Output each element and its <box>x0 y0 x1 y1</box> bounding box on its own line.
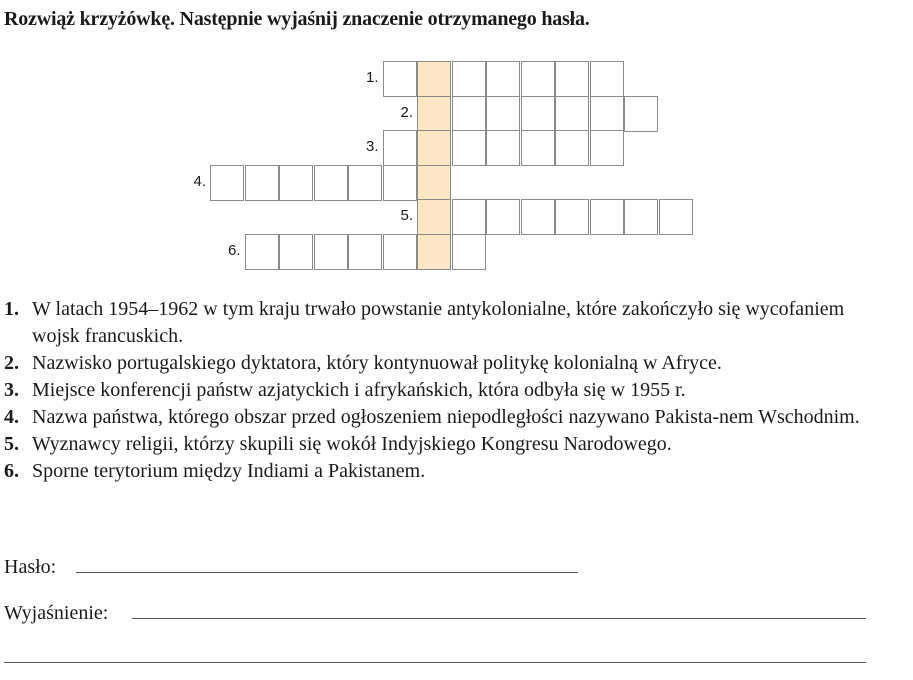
clue-text: Wyznawcy religii, którzy skupili się wokół Indyjskiego Kongresu Narodowego. <box>32 433 672 455</box>
clue-item <box>4 377 884 404</box>
clue-number: 2. <box>4 352 19 374</box>
crossword-cell[interactable] <box>486 61 520 97</box>
clue-list <box>4 296 884 485</box>
page-title: Rozwiąż krzyżówkę. Następnie wyjaśnij znaczenie otrzymanego hasła. <box>4 8 590 30</box>
crossword-cell[interactable] <box>590 96 624 132</box>
clue-item <box>4 458 884 485</box>
crossword-cell[interactable] <box>452 234 486 270</box>
clue-number: 6. <box>4 460 19 482</box>
crossword-cell[interactable] <box>555 130 589 166</box>
clue-text: Miejsce konferencji państw azjatyckich i afrykańskich, która odbyła się w 1955 r. <box>32 379 686 401</box>
crossword-row-number: 4. <box>193 172 206 190</box>
crossword-password-cell[interactable] <box>417 199 451 235</box>
clue-text: W latach 1954–1962 w tym kraju trwało powstanie antykolonialne, które zakończyło się wycofaniem wojsk francuskich. <box>32 298 845 347</box>
crossword-cell[interactable] <box>659 199 693 235</box>
crossword-cell[interactable] <box>590 61 624 97</box>
crossword-cell[interactable] <box>624 199 658 235</box>
crossword-row-number: 3. <box>365 138 379 156</box>
clue-number: 5. <box>4 433 19 455</box>
clue-item <box>4 431 884 458</box>
crossword-cell[interactable] <box>452 199 486 235</box>
crossword-cell[interactable] <box>245 234 279 270</box>
clue-number: 1. <box>4 298 19 320</box>
crossword-cell[interactable] <box>314 165 348 201</box>
crossword-cell[interactable] <box>348 234 382 270</box>
crossword-cell[interactable] <box>486 130 520 166</box>
clue-text: Sporne terytorium między Indiami a Pakistanem. <box>32 460 426 482</box>
crossword-cell[interactable] <box>210 165 244 201</box>
crossword-cell[interactable] <box>555 61 589 97</box>
crossword-cell[interactable] <box>452 96 486 132</box>
crossword-row-number: 6. <box>227 242 241 259</box>
crossword-row-number: 2. <box>400 103 413 121</box>
crossword-password-cell[interactable] <box>417 165 451 201</box>
wyjasnienie-answer-line-2[interactable] <box>4 662 866 663</box>
crossword-cell[interactable] <box>486 199 520 235</box>
crossword-cell[interactable] <box>383 234 417 270</box>
crossword-cell[interactable] <box>521 130 555 166</box>
clue-item <box>4 296 884 350</box>
clue-text: Nazwisko portugalskiego dyktatora, który kontynuował politykę kolonialną w Afryce. <box>32 352 722 374</box>
crossword-cell[interactable] <box>452 130 486 166</box>
crossword-cell[interactable] <box>486 96 520 132</box>
crossword-cell[interactable] <box>383 61 417 97</box>
clue-item <box>4 404 884 431</box>
haslo-label: Hasło: <box>4 556 57 578</box>
clue-item <box>4 350 884 377</box>
crossword-cell[interactable] <box>521 199 555 235</box>
crossword-cell[interactable] <box>624 96 658 132</box>
crossword-row-number: 5. <box>400 207 413 225</box>
clue-text: Nazwa państwa, którego obszar przed ogłoszeniem niepodległości nazywano Pakista-nem Wschodnim. <box>32 406 860 428</box>
crossword-row-number: 1. <box>365 69 379 86</box>
clue-number: 4. <box>4 406 19 428</box>
crossword-cell[interactable] <box>590 199 624 235</box>
crossword-cell[interactable] <box>348 165 382 201</box>
crossword-cell[interactable] <box>555 96 589 132</box>
crossword-password-cell[interactable] <box>417 234 451 270</box>
crossword-cell[interactable] <box>452 61 486 97</box>
crossword-cell[interactable] <box>279 165 313 201</box>
wyjasnienie-label: Wyjaśnienie: <box>4 602 109 624</box>
crossword-cell[interactable] <box>590 130 624 166</box>
crossword-cell[interactable] <box>279 234 313 270</box>
crossword-cell[interactable] <box>383 165 417 201</box>
crossword-cell[interactable] <box>314 234 348 270</box>
wyjasnienie-answer-line[interactable] <box>132 618 866 619</box>
haslo-answer-line[interactable] <box>76 572 578 573</box>
crossword-cell[interactable] <box>245 165 279 201</box>
crossword-password-cell[interactable] <box>417 130 451 166</box>
crossword-cell[interactable] <box>555 199 589 235</box>
crossword-cell[interactable] <box>521 96 555 132</box>
crossword-cell[interactable] <box>383 130 417 166</box>
crossword-cell[interactable] <box>521 61 555 97</box>
crossword-password-cell[interactable] <box>417 61 451 97</box>
clue-number: 3. <box>4 379 19 401</box>
crossword-password-cell[interactable] <box>417 96 451 132</box>
